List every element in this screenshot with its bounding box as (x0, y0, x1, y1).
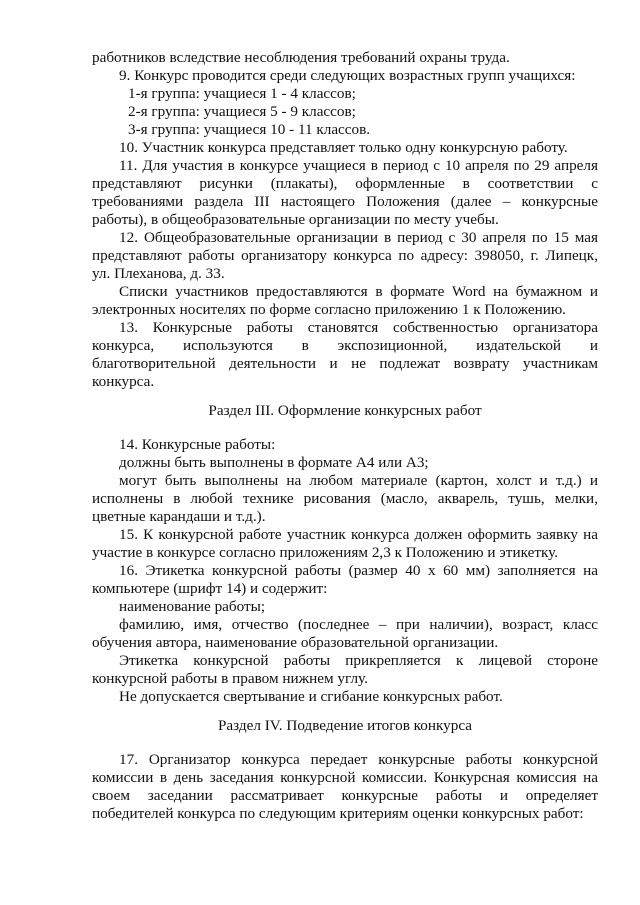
text-line: конкурса. (92, 373, 155, 390)
text-line: работников вследствие несоблюдения требований охраны труда. (92, 49, 510, 66)
text-line: 17. Организатор конкурса передает конкурсные работы конкурсной (119, 751, 598, 768)
text-line: фамилию, имя, отчество (последнее – при наличии), возраст, класс (119, 616, 598, 633)
text-line: Не допускается свертывание и сгибание конкурсных работ. (119, 688, 503, 705)
text-line: 14. Конкурсные работы: (119, 436, 276, 453)
text-line: 9. Конкурс проводится среди следующих возрастных групп учащихся: (119, 67, 576, 84)
list-item: 1-я группа: учащиеся 1 - 4 классов; (128, 85, 356, 102)
text-line: работы), в общеобразовательные организации по месту учебы. (92, 211, 499, 228)
text-line: электронных носителях по форме согласно приложению 1 к Положению. (92, 301, 566, 318)
text-line: победителей конкурса по следующим критериям оценки конкурсных работ: (92, 805, 584, 822)
text-line: конкурсной работы в правом нижнем углу. (92, 670, 368, 687)
text-line: участие в конкурсе согласно приложениям 2,3 к Положению и этикетку. (92, 544, 558, 561)
text-line: 13. Конкурсные работы становятся собственностью организатора (119, 319, 598, 336)
text-line: должны быть выполнены в формате А4 или А3; (119, 454, 429, 471)
text-line: компьютере (шрифт 14) и содержит: (92, 580, 328, 597)
section-heading: Раздел III. Оформление конкурсных работ (208, 402, 482, 419)
list-item: 2-я группа: учащиеся 5 - 9 классов; (128, 103, 356, 120)
text-line: 15. К конкурсной работе участник конкурса должен оформить заявку на (119, 526, 598, 543)
text-line: конкурса, используются в экспозиционной, издательской и (92, 337, 598, 354)
text-line: комиссии в день заседания конкурсной комиссии. Конкурсная комиссия на (92, 769, 598, 786)
list-item: 3-я группа: учащиеся 10 - 11 классов. (128, 121, 371, 138)
text-line: своем заседании рассматривает конкурсные работы и определяет (92, 787, 598, 804)
text-line: Этикетка конкурсной работы прикрепляется к лицевой стороне (119, 652, 598, 669)
text-line: 10. Участник конкурса представляет только одну конкурсную работу. (119, 139, 568, 156)
text-line: ул. Плеханова, д. 33. (92, 265, 225, 282)
text-line: 16. Этикетка конкурсной работы (размер 40 х 60 мм) заполняется на (119, 562, 598, 579)
text-line: 12. Общеобразовательные организации в период с 30 апреля по 15 мая (119, 229, 598, 246)
section-heading: Раздел IV. Подведение итогов конкурса (217, 717, 473, 734)
text-line: 11. Для участия в конкурсе учащиеся в период с 10 апреля по 29 апреля (119, 157, 598, 174)
text-line: обучения автора, наименование образовательной организации. (92, 634, 499, 651)
text-line: могут быть выполнены на любом материале (картон, холст и т.д.) и (119, 472, 598, 489)
text-line: требованиями раздела III настоящего Положения (далее – конкурсные (92, 193, 598, 210)
text-line: представляют работы организатору конкурса по адресу: 398050, г. Липецк, (92, 247, 598, 264)
text-line: цветные карандаши и т.д.). (92, 508, 266, 525)
text-line: исполнены в любой технике рисования (масло, акварель, тушь, мелки, (92, 490, 598, 507)
text-line: наименование работы; (119, 598, 266, 615)
text-line: Списки участников предоставляются в формате Word на бумажном и (119, 283, 598, 300)
text-line: благотворительной деятельности и не подлежат возврату участникам (92, 355, 598, 372)
text-line: представляют рисунки (плакаты), оформленные в соответствии с (92, 175, 598, 192)
